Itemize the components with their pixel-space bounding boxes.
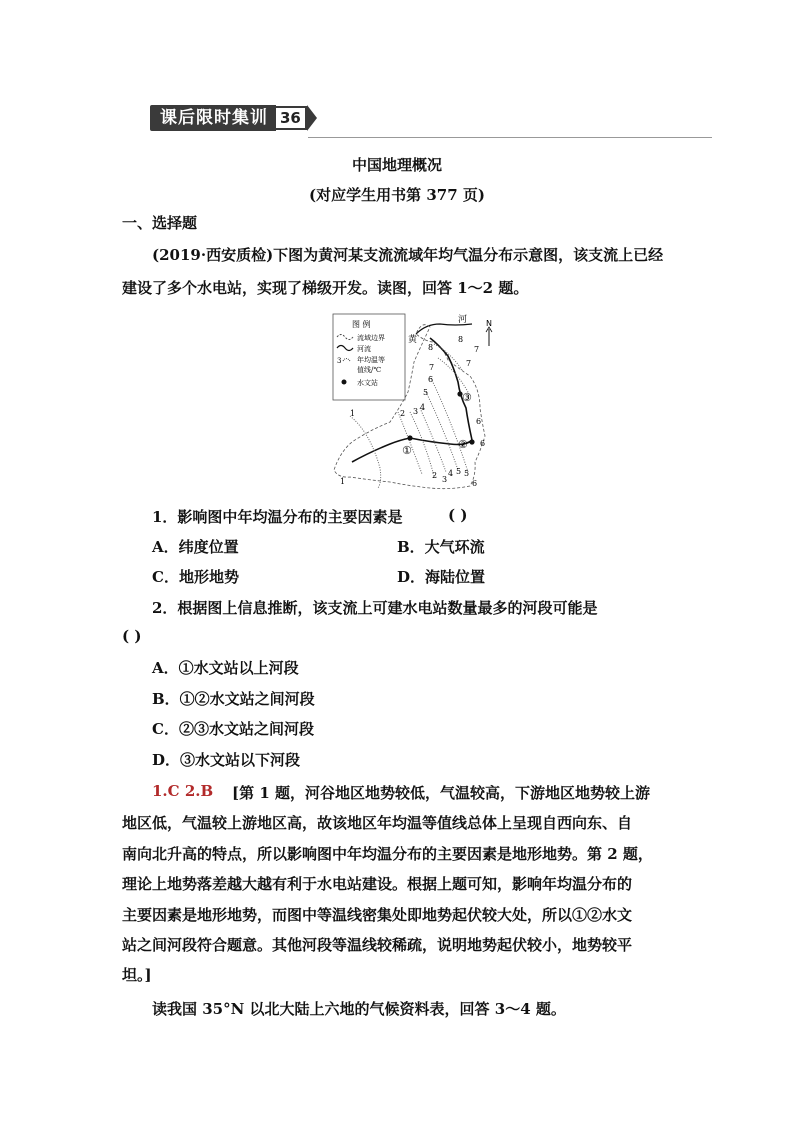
- q2-option-b: B．①②水文站之间河段: [152, 690, 315, 708]
- q1-bracket: ( ): [448, 506, 468, 524]
- next-intro: 读我国 35°N 以北大陆上六地的气候资料表，回答 3～4 题。: [152, 1000, 566, 1018]
- iso-label: 6: [476, 417, 482, 426]
- page-subtitle: (对应学生用书第 377 页): [309, 186, 485, 204]
- page-title: 中国地理概况: [351, 156, 442, 174]
- legend-river: 河流: [357, 345, 371, 353]
- iso-label: 7: [474, 345, 480, 354]
- iso-label: 2: [432, 471, 438, 480]
- river-basin-map: [330, 312, 496, 492]
- header-banner: [150, 104, 317, 132]
- intro-line-2: 建设了多个水电站，实现了梯级开发。读图，回答 1～2 题。: [122, 279, 529, 297]
- iso-label: 6: [428, 375, 434, 384]
- header-rule: [308, 137, 712, 138]
- station-1-dot: [407, 435, 412, 440]
- q2-bracket: ( ): [122, 627, 142, 645]
- iso-label: 2: [400, 409, 406, 418]
- q1-option-d: D．海陆位置: [397, 568, 486, 586]
- answer-line-3: 南向北升高的特点，所以影响图中年均温分布的主要因素是地形地势。第 2 题，: [122, 845, 653, 863]
- iso-label: 4: [420, 403, 426, 412]
- iso-label: 5: [456, 467, 462, 476]
- answer-line-2: 地区低，气温较上游地区高，故该地区年均温等值线总体上呈现自西向东、自: [122, 814, 633, 832]
- iso-label: 7: [466, 359, 472, 368]
- q1-option-c: C．地形地势: [152, 568, 239, 586]
- legend-title: 图 例: [352, 320, 371, 329]
- banner-wedge: [307, 105, 317, 131]
- intro-line-1: (2019·西安质检)下图为黄河某支流流域年均气温分布示意图，该支流上已经: [152, 246, 664, 264]
- answer-line-7: 坦。]: [122, 966, 152, 984]
- banner-label: 课后限时集训: [150, 105, 276, 131]
- legend-iso-value: 3: [337, 357, 342, 365]
- q2-option-c: C．②③水文站之间河段: [152, 720, 314, 738]
- iso-label: 1: [340, 477, 346, 486]
- q1-stem: 1．影响图中年均温分布的主要因素是: [152, 508, 403, 526]
- answer-line-1: [第 1 题，河谷地区地势较低，气温较高，下游地区地势较上游: [232, 784, 650, 802]
- iso-label: 7: [429, 363, 435, 372]
- iso-label: 3: [442, 475, 448, 484]
- iso-label: 5: [464, 469, 470, 478]
- station-3-label: ③: [462, 391, 472, 404]
- legend-station-icon: [342, 380, 347, 385]
- iso-label: 4: [448, 469, 454, 478]
- iso-label: 8: [428, 343, 434, 352]
- yellow-river: [416, 324, 472, 334]
- iso-label: 1: [350, 409, 356, 418]
- north-label: N: [486, 319, 492, 328]
- label-huang: 黄: [408, 335, 418, 345]
- iso-label: 8: [458, 335, 464, 344]
- q2-option-d: D．③水文站以下河段: [152, 751, 301, 769]
- q1-option-a: A．纬度位置: [152, 538, 239, 556]
- iso-label: 3: [413, 407, 419, 416]
- section-heading: 一、选择题: [122, 214, 198, 232]
- legend-station: 水文站: [357, 379, 378, 387]
- q2-option-a: A．①水文站以上河段: [152, 659, 299, 677]
- q1-option-b: B．大气环流: [397, 538, 485, 556]
- iso-label: 6: [480, 439, 486, 448]
- legend-boundary: 流域边界: [357, 334, 385, 342]
- banner-number: 36: [274, 106, 307, 130]
- answer-keys: 1.C 2.B: [152, 782, 214, 800]
- answer-line-4: 理论上地势落差越大越有利于水电站建设。根据上题可知，影响年均温分布的: [122, 875, 633, 893]
- answer-line-6: 站之间河段符合题意。其他河段等温线较稀疏，说明地势起伏较小，地势较平: [122, 936, 633, 954]
- iso-label: 6: [472, 479, 478, 488]
- legend-isotherm-unit: 值线/℃: [357, 366, 382, 374]
- station-2-dot: [469, 439, 474, 444]
- station-2-label: ②: [458, 438, 468, 451]
- answer-line-5: 主要因素是地形地势，而图中等温线密集处即地势起伏较大处，所以①②水文: [122, 906, 633, 924]
- legend-isotherm: 年均温等: [357, 356, 385, 364]
- station-1-label: ①: [402, 444, 412, 457]
- map-svg: [330, 312, 496, 492]
- iso-label: 5: [423, 388, 429, 397]
- label-he: 河: [458, 315, 468, 325]
- q2-stem: 2．根据图上信息推断，该支流上可建水电站数量最多的河段可能是: [152, 599, 598, 617]
